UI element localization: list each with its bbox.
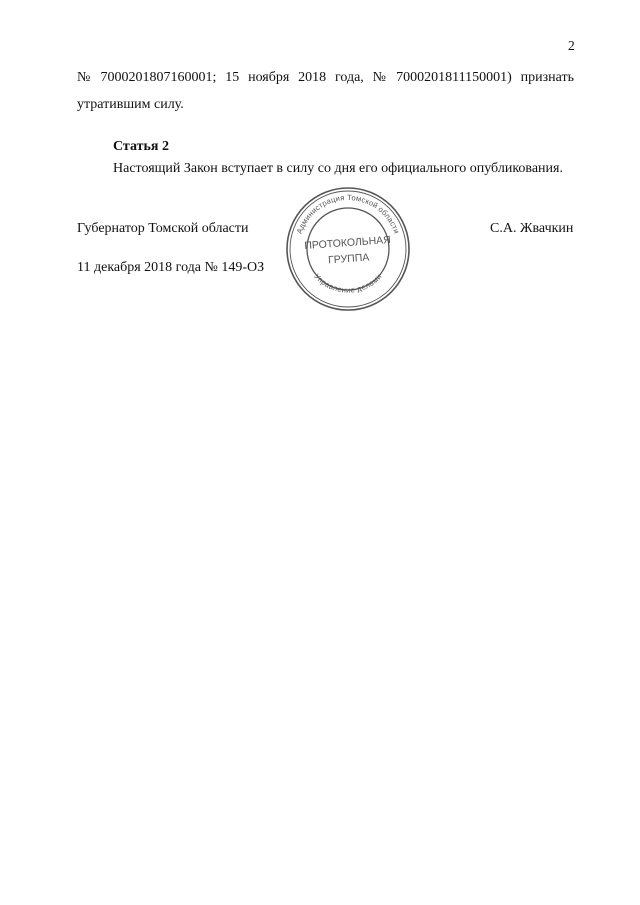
page-number: 2 — [568, 38, 575, 53]
stamp-top-text: Администрация Томской области — [294, 192, 402, 235]
continuation-line-1: № 7000201807160001; 15 ноября 2018 года, № 7000201811150001) признать — [77, 70, 574, 85]
stamp-graphic — [285, 186, 411, 312]
stamp-bottom-text: Управление делами — [312, 271, 384, 295]
stamp-center-line-1: ПРОТОКОЛЬНАЯ — [303, 234, 392, 253]
continuation-paragraph — [77, 64, 574, 118]
article-text: Настоящий Закон вступает в силу со дня его официального опубликования. — [113, 161, 563, 176]
stamp-center-line-2: ГРУППА — [327, 251, 370, 267]
official-stamp — [285, 186, 411, 312]
governor-name: С.А. Жвачкин — [490, 221, 574, 236]
governor-title: Губернатор Томской области — [77, 221, 249, 236]
continuation-line-2: утратившим силу. — [77, 97, 184, 112]
article-heading: Статья 2 — [113, 139, 169, 154]
law-date-number: 11 декабря 2018 года № 149-ОЗ — [77, 260, 265, 275]
